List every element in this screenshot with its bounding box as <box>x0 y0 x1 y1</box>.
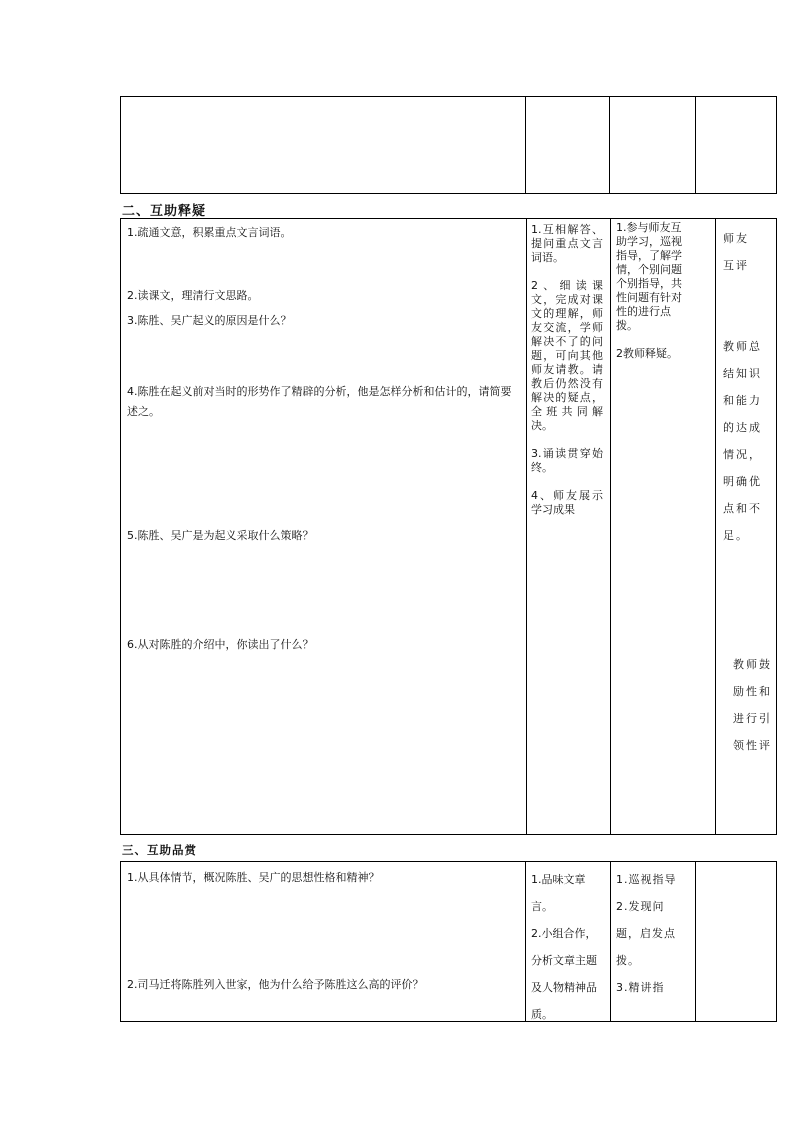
section-title: 三、互助品赏 <box>122 843 197 857</box>
section2-table <box>120 218 777 835</box>
question-item: 2.司马迁将陈胜列入世家，他为什么给予陈胜这么高的评价？ <box>127 978 424 991</box>
question-item: 3.陈胜、吴广起义的原因是什么？ <box>127 314 292 327</box>
teacher-activities: 1.参与师友互助学习，巡视指导，了解学情，个别问题个别指导，共性问题有针对性的进行点拨。 2教师释疑。 <box>616 221 682 360</box>
section-title: 二、互助释疑 <box>122 204 207 219</box>
question-item: 2.读课文，理清行文思路。 <box>127 289 259 302</box>
question-item: 1.从具体情节，概况陈胜、吴广的思想性格和精神？ <box>127 871 380 884</box>
student-activities: 1.互相解答、提问重点文言词语。 2、细读课文，完成对课文的理解，师友交流，学师解决不了的问题，可向其他师友请教。请教后仍然没有解决的疑点，全班共同解决。 3.诵读贯穿始终。 4、师友展示学习成果 <box>531 223 603 516</box>
question-item: 4.陈胜在起义前对当时的形势作了精辟的分析，他是怎样分析和估计的，请简要述之。 <box>127 385 512 418</box>
top-empty-table <box>120 96 777 194</box>
question-item: 5.陈胜、吴广是为起义采取什么策略？ <box>127 529 314 542</box>
evaluation-text: 教师鼓励性和进行引领性评 <box>733 658 772 752</box>
evaluation-text: 师友 互评 教师总结知识和能力的达成情况，明确优点和不足。 <box>723 232 762 542</box>
teacher-activities: 1.巡视指导 2.发现问题，启发点拨。 3.精讲指 <box>616 873 677 994</box>
section3-table <box>120 861 777 1022</box>
student-activities: 1.品味文章言。 2.小组合作，分析文章主题及人物精神品质。 <box>531 873 597 1021</box>
question-item: 1.疏通文意，积累重点文言词语。 <box>127 226 292 239</box>
question-item: 6.从对陈胜的介绍中，你读出了什么？ <box>127 638 314 651</box>
